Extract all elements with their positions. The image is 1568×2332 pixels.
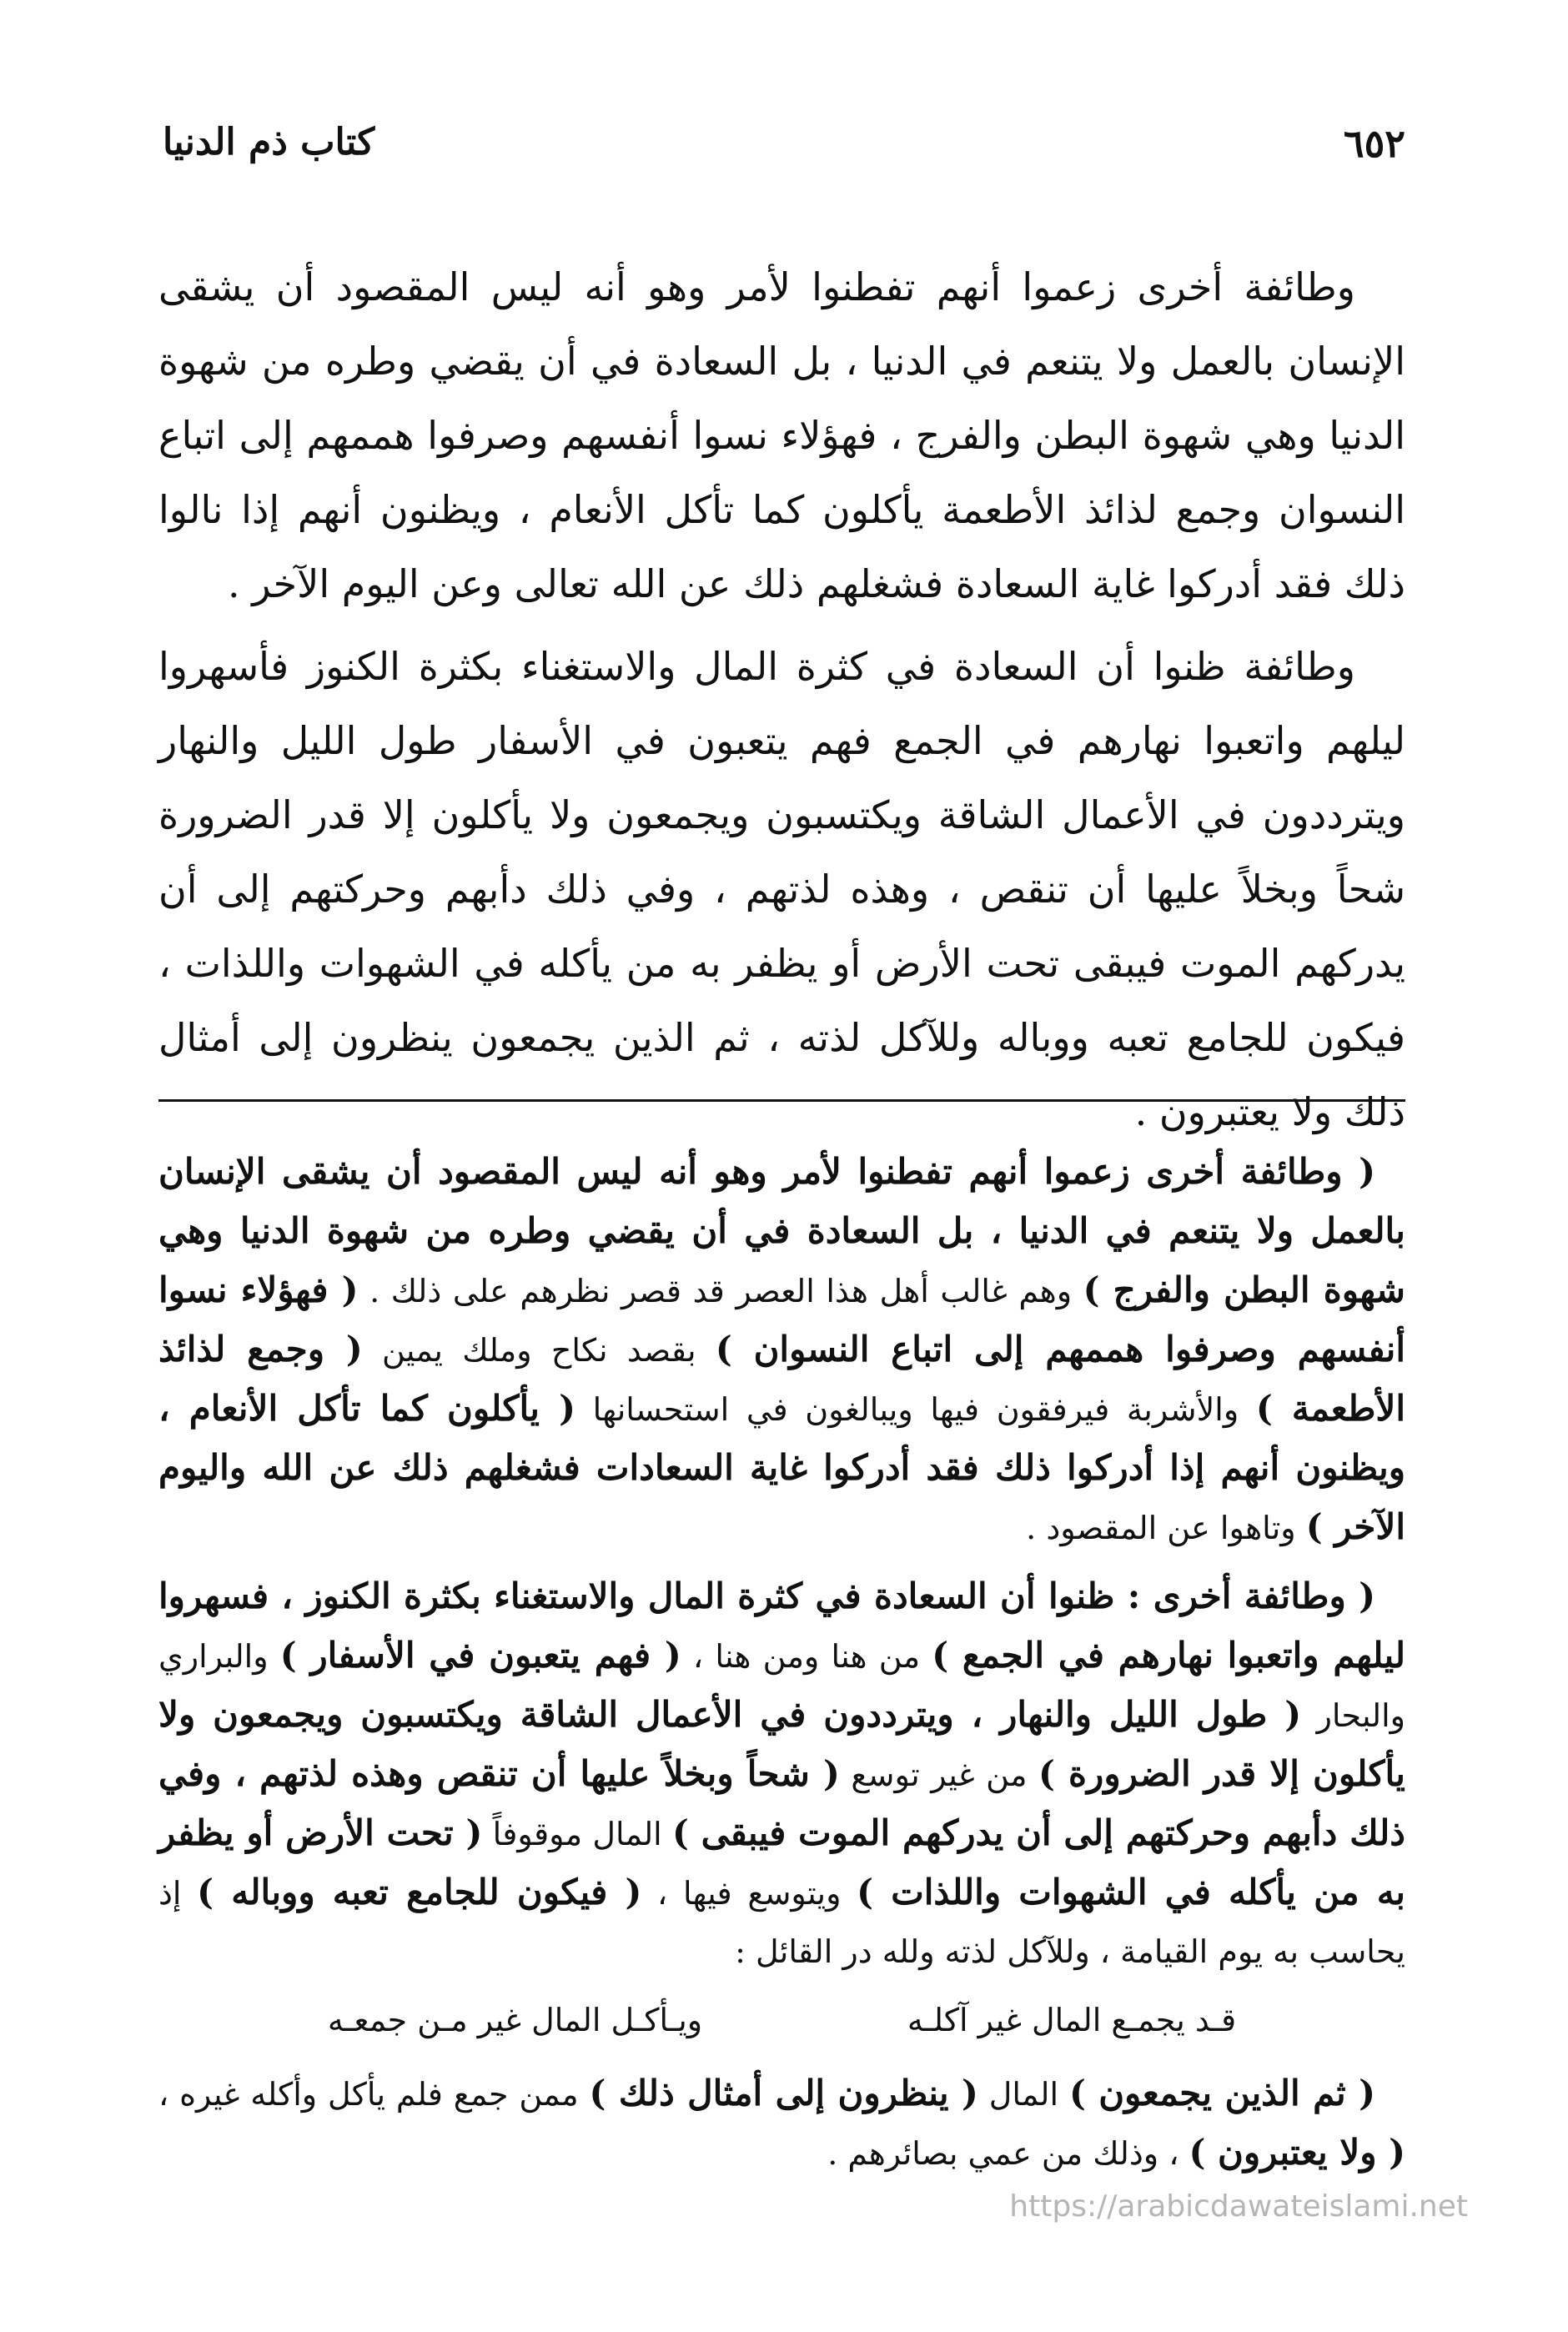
commentary-text: ممن جمع فلم يأكل وأكله غيره ، [158, 2076, 590, 2113]
quoted-text: ( يأكلون كما تأكل الأنعام ، ويظنون أنهم إذا أدركوا ذلك فقد أدركوا غاية السعادات فشغلهم ذلك عن الله واليوم الآخر ) [158, 1388, 1405, 1547]
poem-verse [225, 1991, 1339, 2049]
commentary-text: وتاهوا عن المقصود . [1026, 1510, 1306, 1546]
quoted-text: ( وطائفة أخرى زعموا أنهم تفطنوا لأمر وهو أنه ليس المقصود أن يشقى الإنسان بالعمل ولا يتنعم في الدنيا ، بل السعادة في أن يقضي وطره من شهوة الدنيا وهي شهوة البطن والفرج ) [158, 1151, 1405, 1310]
footnote-divider [158, 1099, 1405, 1102]
quoted-text: ( تحت الأرض أو يظفر به من يأكله في الشهوات واللذات ) [158, 1812, 1406, 1912]
quoted-text: ( ينظرون إلى أمثال ذلك ) [589, 2073, 978, 2113]
commentary [158, 1143, 1405, 2193]
commentary-text: المال [977, 2076, 1069, 2113]
page-number: ٦٥٢ [1343, 121, 1405, 166]
quoted-text: ( فهؤلاء نسوا أنفسهم وصرفوا هممهم إلى اتباع النسوان ) [158, 1269, 1405, 1370]
commentary-paragraph [158, 1143, 1405, 1557]
commentary-text: إذ يحاسب به يوم القيامة ، وللآكل لذته ولله در القائل : [158, 1875, 1405, 1970]
quoted-text: ( فيكون للجامع تعبه ووباله ) [197, 1872, 642, 1912]
commentary-paragraph [158, 1567, 1405, 1981]
commentary-text: والبراري والبحار [158, 1638, 1405, 1734]
quoted-text: ( وجمع لذائذ الأطعمة ) [158, 1329, 1406, 1429]
commentary-text: ، وذلك من عمي بصائرهم . [827, 2135, 1189, 2172]
main-paragraph: وطائفة أخرى زعموا أنهم تفطنوا لأمر وهو أنه ليس المقصود أن يشقى الإنسان بالعمل ولا يتنعم في الدنيا ، بل السعادة في أن يقضي وطره من شهوة الدنيا وهي شهوة البطن والفرج ، فهؤلاء نسوا أنفسهم وصرفوا هممهم إلى اتباع النسوان وجمع لذائذ الأطعمة يأكلون كما تأكل الأنعام ، ويظنون أنهم إذا نالوا ذلك فقد أدركوا غاية السعادة فشغلهم ذلك عن الله تعالى وعن اليوم الآخر . [158, 264, 1405, 606]
commentary-text: من غير توسع [839, 1757, 1039, 1793]
quoted-text: ( شحاً وبخلاً عليها أن تنقص وهذه لذتهم ، وفي ذلك دأبهم وحركتهم إلى أن يدركهم الموت فيبقى ) [158, 1753, 1405, 1853]
book-title: كتاب ذم الدنيا [163, 121, 375, 163]
main-paragraph: وطائفة ظنوا أن السعادة في كثرة المال والاستغناء بكثرة الكنوز فأسهروا ليلهم واتعبوا نهارهم في الجمع فهم يتعبون في الأسفار طول الليل والنهار ويترددون في الأعمال الشاقة ويكتسبون ويجمعون ولا يأكلون إلا قدر الضرورة شحاً وبخلاً عليها أن تنقص ، وهذه لذتهم ، وفي ذلك دأبهم وحركتهم إلى أن يدركهم الموت فيبقى تحت الأرض أو يظفر به من يأكله في الشهوات واللذات ، فيكون للجامع تعبه ووباله وللآكل لذته ، ثم الذين يجمعون ينظرون إلى أمثال ذلك ولا يعتبرون . [158, 644, 1405, 1134]
commentary-paragraph [158, 2064, 1405, 2183]
poem-hemistich: قـد يجمـع المال غير آكلـه [907, 2002, 1237, 2038]
main-text [158, 250, 1405, 1158]
commentary-text: من هنا ومن هنا ، [681, 1638, 932, 1675]
quoted-text: ( ثم الذين يجمعون ) [1068, 2073, 1376, 2113]
commentary-text: بقصد نكاح وملك يمين [362, 1332, 716, 1369]
commentary-text: وهم غالب أهل هذا العصر قد قصر نظرهم على ذلك . [358, 1273, 1083, 1309]
commentary-text: والأشربة فيرفقون فيها ويبالغون في استحسانها [575, 1391, 1256, 1428]
quoted-text: ( وطائفة أخرى : ظنوا أن السعادة في كثرة المال والاستغناء بكثرة الكنوز ، فسهروا ليلهم واتعبوا نهارهم في الجمع ) [158, 1576, 1406, 1676]
commentary-text: ويتوسع فيها ، [641, 1875, 857, 1912]
poem-hemistich: ويـأكـل المال غير مـن جمعـه [327, 2002, 703, 2038]
quoted-text: ( ولا يعتبرون ) [1189, 2132, 1405, 2173]
commentary-text: المال موقوفاً [482, 1816, 672, 1852]
watermark-url: https://arabicdawateislami.net [1009, 2189, 1468, 2224]
page-header [163, 121, 1405, 179]
quoted-text: ( طول الليل والنهار ، ويترددون في الأعمال الشاقة ويكتسبون ويجمعون ولا يأكلون إلا قدر الضرورة ) [158, 1694, 1405, 1794]
quoted-text: ( فهم يتعبون في الأسفار ) [279, 1635, 681, 1676]
